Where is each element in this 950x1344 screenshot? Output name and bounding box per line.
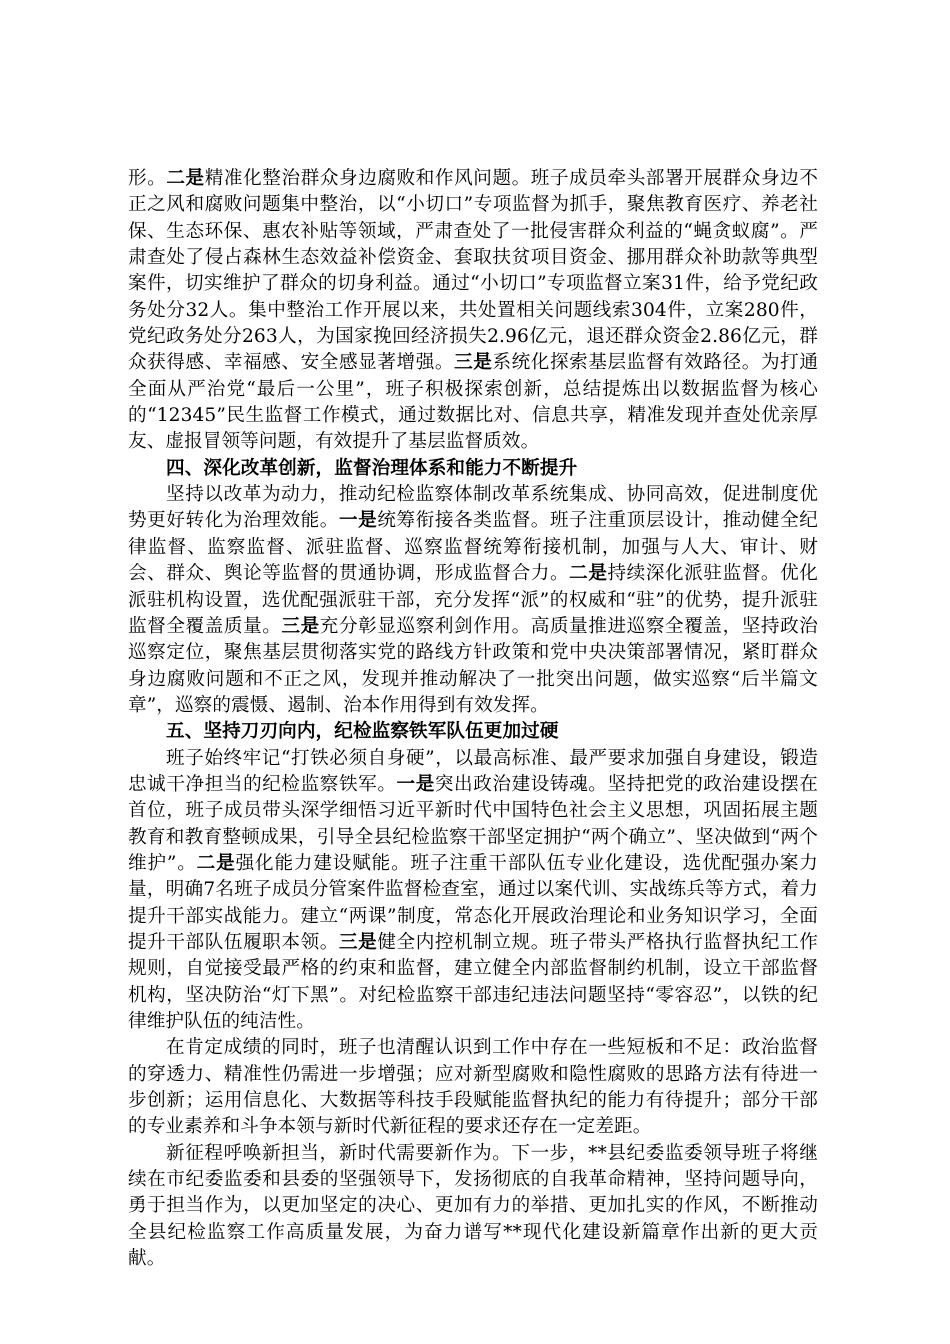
keyword-third: 三是	[281, 615, 320, 637]
paragraph-continued-supervision	[128, 166, 818, 456]
keyword-first: 一是	[396, 773, 435, 795]
section-heading-reform: 四、深化改革创新，监督治理体系和能力不断提升	[166, 457, 578, 479]
keyword-second: 二是	[196, 852, 236, 874]
text-run: 系统化探索基层监督有效路径。为打通全面从严治党“最后一公里”，班子积极探索创新，总结提炼出以数据监督为核心的“12345”民生监督工作模式，通过数据比对、信息共享，精准发现并查处优亲厚友、虚报冒领等问题，有效提升了基层监督质效。	[128, 352, 819, 453]
text-run: 持续深化派驻监督。优化派驻机构设置，选优配强派驻干部，充分发挥“派”的权威和“驻”的优势，提升派驻监督全覆盖质量。	[128, 563, 818, 637]
keyword-third: 三是	[338, 931, 378, 953]
text-run: 健全内控机制立规。班子带头严格执行监督执纪工作规则，自觉接受最严格的约束和监督，建立健全内部监督制约机制，设立干部监督机构，坚决防治“灯下黑”。对纪检监察干部违纪违法问题坚持“零容忍”，以铁的纪律维护队伍的纯洁性。	[128, 931, 818, 1032]
keyword-second: 二是	[166, 168, 205, 189]
text-run: 班子始终牢记“打铁必须自身硬”，以最高标准、最严要求加强自身建设，锻造忠诚干净担当的纪检监察铁军。	[128, 747, 818, 795]
text-run: 统筹衔接各类监督。班子注重顶层设计，推动健全纪律监督、监察监督、派驻监督、巡察监督统筹衔接机制，加强与人大、审计、财会、群众、舆论等监督的贯通协调，形成监督合力。	[128, 510, 818, 585]
text-run: 形。	[128, 168, 167, 189]
section-heading-team-building: 五、坚持刀刃向内，纪检监察铁军队伍更加过硬	[166, 721, 559, 743]
paragraph-team-building	[128, 746, 818, 1036]
keyword-first: 一是	[338, 510, 378, 532]
text-run: 精准化整治群众身边腐败和作风问题。班子成员牵头部署开展群众身边不正之风和腐败问题集中整治，以“小切口”专项监督为抓手，聚焦教育医疗、养老社保、生态环保、惠农补贴等领域，严肃查处了一批侵害群众利益的“蝇贪蚁腐”。严肃查处了侵占森林生态效益补偿资金、套取扶贫项目资金、挪用群众补助款等典型案件，切实维护了群众的切身利益。通过“小切口”专项监督立案31件，给予党纪政务处分32人。集中整治工作开展以来，共处置相关问题线索304件，立案280件，党纪政务处分263人，为国家挽回经济损失2.96亿元，退还群众资金2.86亿元，群众获得感、幸福感、安全感显著增强。	[128, 168, 819, 374]
paragraph-reform	[128, 482, 818, 719]
text-run: 强化能力建设赋能。班子注重干部队伍专业化建设，选优配强办案力量，明确7名班子成员分管案件监督检查室，通过以案代训、实战练兵等方式，着力提升干部实战能力。建立“两课”制度，常态化开展政治理论和业务知识学习，全面提升干部队伍履职本领。	[128, 852, 818, 953]
keyword-third: 三是	[454, 352, 493, 374]
paragraph-next-steps: 新征程呼唤新担当，新时代需要新作为。下一步，**县纪委监委领导班子将继续在市纪委监委和县委的坚强领导下，发扬彻底的自我革命精神，坚持问题导向，勇于担当作为，以更加坚定的决心、更加有力的举措、更加扎实的作风，不断推动全县纪检监察工作高质量发展，为奋力谱写**现代化建设新篇章作出新的更大贡献。	[128, 1142, 818, 1270]
keyword-second: 二是	[569, 563, 608, 585]
text-run: 突出政治建设铸魂。坚持把党的政治建设摆在首位，班子成员带头深学细悟习近平新时代中国特色社会主义思想，巩固拓展主题教育和教育整顿成果，引导全县纪检监察干部坚定拥护“两个确立”、坚决做到“两个维护”。	[128, 773, 818, 874]
text-run: 充分彰显巡察利剑作用。高质量推进巡察全覆盖，坚持政治巡察定位，聚焦基层贯彻落实党的路线方针政策和党中央决策部署情况，紧盯群众身边腐败问题和不正之风，发现并推动解决了一批突出问题，做实巡察“后半篇文章”，巡察的震慑、遏制、治本作用得到有效发挥。	[128, 615, 818, 716]
document-body	[128, 166, 818, 1272]
paragraph-shortcomings: 在肯定成绩的同时，班子也清醒认识到工作中存在一些短板和不足：政治监督的穿透力、精准性仍需进一步增强；应对新型腐败和隐性腐败的思路方法有待进一步创新；运用信息化、大数据等科技手段赋能监督执纪的能力有待提升；部分干部的专业素养和斗争本领与新时代新征程的要求还存在一定差距。	[128, 1037, 818, 1138]
text-run: 坚持以改革为动力，推动纪检监察体制改革系统集成、协同高效，促进制度优势更好转化为治理效能。	[128, 484, 818, 532]
